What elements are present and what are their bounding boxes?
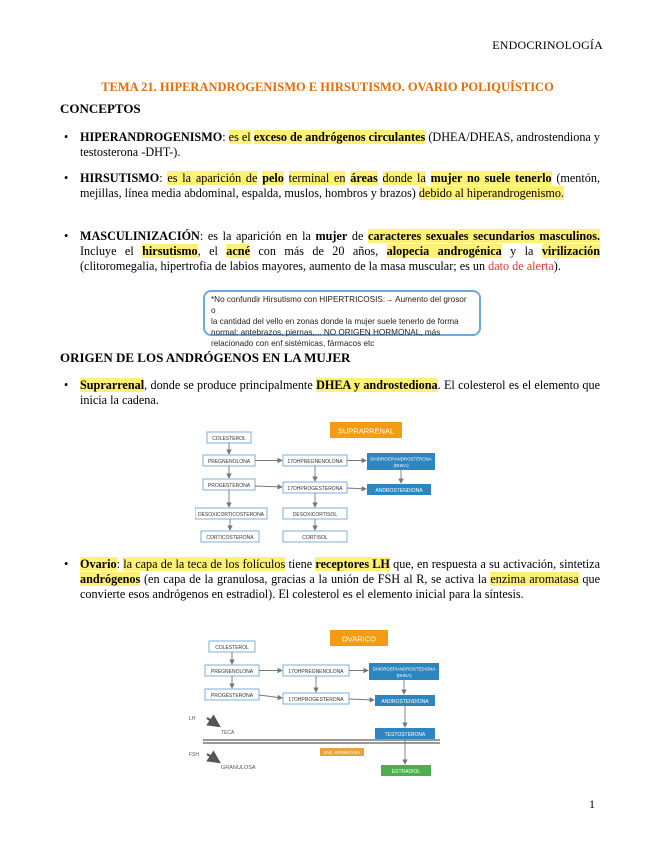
page-number: 1 bbox=[589, 797, 595, 811]
label-17oh-pregnenolona-ov: 17OHPREGNENOLONA bbox=[288, 669, 344, 675]
label-pregnenolona: PREGNENOLONA bbox=[207, 459, 251, 465]
bullet-ovario: • Ovario: la capa de la teca de los folículos tiene receptores LH que, en respuesta a su activación, sintetiza andrógenos (en capa de la granulosa, gracias a la unión de FSH al R, se activa la enzima aromatasa que convierte esos andrógenos en estradiol). El colesterol es el elemento inicial para la síntesis. bbox=[64, 557, 601, 601]
bullet-dot: • bbox=[64, 171, 69, 185]
document-title: TEMA 21. HIPERANDROGENISMO E HIRSUTISMO. OVARIO POLIQUÍSTICO bbox=[101, 80, 554, 94]
label-colesterol: COLESTEROL bbox=[212, 436, 246, 442]
label-estradiol: ESTRADIOL bbox=[391, 769, 421, 775]
label-androstendiona-ov: ANDROSTENDIONA bbox=[381, 699, 429, 705]
running-header: ENDOCRINOLOGÍA bbox=[492, 38, 603, 52]
label-testosterona: TESTOSTERONA bbox=[384, 732, 426, 738]
bullet-dot: • bbox=[64, 130, 69, 144]
label-dhea-abbr-ov: (DHEA) bbox=[396, 673, 412, 678]
label-17oh-progesterona: 17OHPROGESTERONA bbox=[287, 486, 343, 492]
bullet-dot: • bbox=[64, 557, 69, 571]
membrane-lines bbox=[203, 740, 440, 743]
label-dhea-abbr: (DHEA) bbox=[393, 463, 409, 468]
label-aromatasa: ENZ. AROMATASA bbox=[323, 750, 361, 755]
label-colesterol-ov: COLESTEROL bbox=[215, 645, 249, 651]
label-17oh-progesterona-ov: 17OHPROGESTERONA bbox=[288, 697, 344, 703]
hipertricosis-note-box: *No confundir Hirsutismo con HIPERTRICOSIS:→ Aumento del grosor o la cantidad del vello en zonas donde la mujer suele tenerlo de forma normal: antebrazos, piernas,... NO ORIGEN HORMONAL, más relacionado con enf sistémicas, fármacos etc bbox=[203, 290, 481, 336]
suprarrenal-label: SUPRARRENAL bbox=[337, 426, 395, 436]
label-desoxicortisol: DESOXICORTISOL bbox=[292, 512, 338, 518]
label-cortisol: CORTISOL bbox=[302, 535, 328, 541]
bullet-masculinizacion: • MASCULINIZACIÓN: es la aparición en la mujer de caracteres sexuales secundarios masculinos. Incluye el hirsutismo, el acné con más de 20 años, alopecia androgénica y la virilización (clitoromegalia, hipertrofia de labios mayores, aumento de la masa muscular; es un dato de alerta). bbox=[64, 229, 601, 273]
label-progesterona: PROGESTERONA bbox=[207, 483, 251, 489]
bullet-suprarrenal: • Suprarrenal, donde se produce principalmente DHEA y androstediona. El colesterol es el elemento que inicia la cadena. bbox=[64, 378, 601, 407]
ovarico-label: OVARICO bbox=[341, 634, 377, 644]
bullet-hiperandrogenismo: • HIPERANDROGENISMO: es el exceso de andrógenos circulantes (DHEA/DHEAS, androstendiona y testosterona -DHT-). bbox=[64, 130, 601, 159]
label-progesterona-ov: PROGESTERONA bbox=[210, 693, 254, 699]
label-fsh: FSH bbox=[189, 752, 199, 758]
bullet-dot: • bbox=[64, 378, 69, 392]
label-dhea-ov: DHIDROEPIANDROSTEDIONA bbox=[372, 666, 436, 672]
label-lh: LH bbox=[189, 716, 196, 722]
label-granulosa: GRANULOSA bbox=[221, 765, 256, 771]
label-teca: TECA bbox=[221, 730, 235, 736]
label-corticosterona: CORTICOSTERONA bbox=[206, 535, 254, 541]
suprarrenal-pathway-diagram bbox=[195, 420, 435, 545]
label-17oh-pregnenolona: 17OHPREGNENOLONA bbox=[287, 459, 343, 465]
section-heading-conceptos: CONCEPTOS bbox=[60, 101, 141, 116]
bullet-hirsutismo: • HIRSUTISMO: es la aparición de pelo terminal en áreas donde la mujer no suele tenerlo (mentón, mejillas, línea media abdominal, espalda, muslos, hombros y brazos) debido al hiperandrogenismo. bbox=[64, 171, 601, 200]
label-pregnenolona-ov: PREGNENOLONA bbox=[210, 669, 254, 675]
section-heading-origen: ORIGEN DE LOS ANDRÓGENOS EN LA MUJER bbox=[60, 350, 351, 365]
ovarico-pathway-diagram bbox=[185, 627, 445, 782]
label-desoxicorticosterona: DESOXICORTICOSTERONA bbox=[197, 512, 265, 518]
bullet-dot: • bbox=[64, 229, 69, 243]
label-androstendiona: ANDROSTENDIONA bbox=[375, 488, 423, 494]
label-dhea: DHIDROEPIANDROSTERONA bbox=[370, 456, 432, 462]
